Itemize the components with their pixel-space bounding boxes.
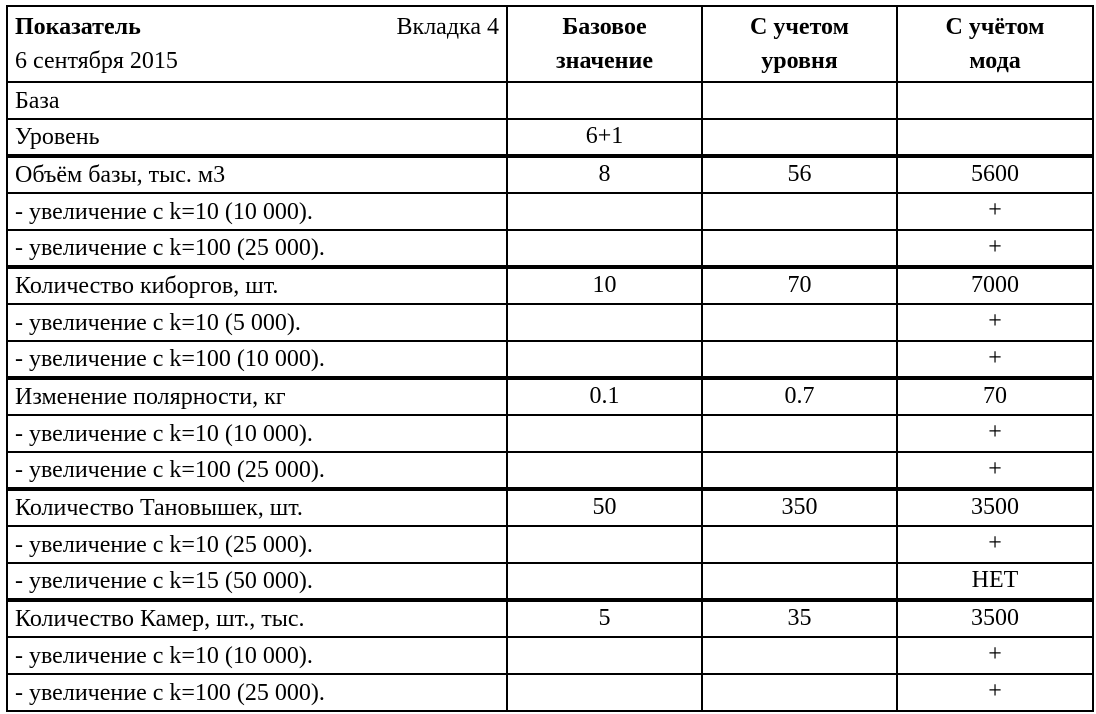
table-row — [7, 193, 1093, 230]
row-label: - увеличение с k=10 (10 000). — [7, 637, 507, 674]
level-value-cell: 0.7 — [702, 378, 897, 415]
base-value-cell — [507, 563, 702, 600]
level-value-cell — [702, 563, 897, 600]
mod-value-cell: + — [897, 341, 1093, 378]
table-row — [7, 119, 1093, 156]
table-row — [7, 267, 1093, 304]
table-row — [7, 156, 1093, 193]
base-value-cell: 8 — [507, 156, 702, 193]
row-label: - увеличение с k=100 (25 000). — [7, 452, 507, 489]
mod-value-cell: + — [897, 452, 1093, 489]
header-row — [7, 6, 1093, 82]
base-value-cell: 5 — [507, 600, 702, 637]
table-row — [7, 82, 1093, 119]
mod-value-cell: 7000 — [897, 267, 1093, 304]
level-value-cell — [702, 82, 897, 119]
level-value-cell — [702, 304, 897, 341]
mod-value-cell: + — [897, 526, 1093, 563]
base-value-cell: 6+1 — [507, 119, 702, 156]
table-row — [7, 489, 1093, 526]
row-label: Уровень — [7, 119, 507, 156]
table-row — [7, 600, 1093, 637]
level-value-cell — [702, 674, 897, 711]
mod-value-cell: + — [897, 637, 1093, 674]
base-value-cell — [507, 637, 702, 674]
base-value-cell — [507, 674, 702, 711]
mod-value-cell: + — [897, 193, 1093, 230]
row-label: - увеличение с k=10 (5 000). — [7, 304, 507, 341]
row-label: Количество Тановышек, шт. — [7, 489, 507, 526]
mod-value-cell: 3500 — [897, 489, 1093, 526]
base-value-cell: 10 — [507, 267, 702, 304]
table-row — [7, 415, 1093, 452]
base-value-cell — [507, 230, 702, 267]
table-row — [7, 674, 1093, 711]
base-value-cell — [507, 341, 702, 378]
row-label: Изменение полярности, кг — [7, 378, 507, 415]
base-value-cell — [507, 193, 702, 230]
mod-value-cell: + — [897, 674, 1093, 711]
row-label: - увеличение с k=10 (25 000). — [7, 526, 507, 563]
level-value-cell: 70 — [702, 267, 897, 304]
indicators-table — [6, 5, 1094, 712]
tab-label: Вкладка 4 — [396, 14, 499, 40]
mod-value-cell: 3500 — [897, 600, 1093, 637]
row-label: - увеличение с k=100 (25 000). — [7, 674, 507, 711]
table-row — [7, 304, 1093, 341]
row-label: - увеличение с k=15 (50 000). — [7, 563, 507, 600]
mod-value-cell — [897, 82, 1093, 119]
level-value-cell — [702, 193, 897, 230]
table-row — [7, 378, 1093, 415]
base-value-cell: 50 — [507, 489, 702, 526]
table-row — [7, 637, 1093, 674]
table-row — [7, 452, 1093, 489]
row-label: - увеличение с k=100 (25 000). — [7, 230, 507, 267]
table-row — [7, 230, 1093, 267]
header-level-value: С учетом уровня — [702, 6, 897, 82]
table-row — [7, 563, 1093, 600]
level-value-cell — [702, 526, 897, 563]
row-label: Количество киборгов, шт. — [7, 267, 507, 304]
row-label: База — [7, 82, 507, 119]
table-row — [7, 526, 1093, 563]
base-value-cell — [507, 452, 702, 489]
base-value-cell: 0.1 — [507, 378, 702, 415]
level-value-cell — [702, 230, 897, 267]
mod-value-cell: НЕТ — [897, 563, 1093, 600]
row-label: - увеличение с k=10 (10 000). — [7, 415, 507, 452]
header-indicator-cell — [7, 6, 507, 82]
mod-value-cell: 70 — [897, 378, 1093, 415]
mod-value-cell: 5600 — [897, 156, 1093, 193]
mod-value-cell: + — [897, 415, 1093, 452]
row-label: - увеличение с k=100 (10 000). — [7, 341, 507, 378]
level-value-cell — [702, 452, 897, 489]
row-label: Количество Камер, шт., тыс. — [7, 600, 507, 637]
header-mod-value: С учётом мода — [897, 6, 1093, 82]
header-base-value: Базовое значение — [507, 6, 702, 82]
level-value-cell: 350 — [702, 489, 897, 526]
table-row — [7, 341, 1093, 378]
base-value-cell — [507, 526, 702, 563]
indicator-label: Показатель — [15, 14, 141, 40]
base-value-cell — [507, 415, 702, 452]
mod-value-cell: + — [897, 304, 1093, 341]
level-value-cell — [702, 341, 897, 378]
base-value-cell — [507, 82, 702, 119]
level-value-cell: 35 — [702, 600, 897, 637]
level-value-cell: 56 — [702, 156, 897, 193]
row-label: Объём базы, тыс. м3 — [7, 156, 507, 193]
base-value-cell — [507, 304, 702, 341]
mod-value-cell: + — [897, 230, 1093, 267]
date-label: 6 сентября 2015 — [15, 48, 178, 74]
level-value-cell — [702, 415, 897, 452]
mod-value-cell — [897, 119, 1093, 156]
row-label: - увеличение с k=10 (10 000). — [7, 193, 507, 230]
level-value-cell — [702, 119, 897, 156]
level-value-cell — [702, 637, 897, 674]
